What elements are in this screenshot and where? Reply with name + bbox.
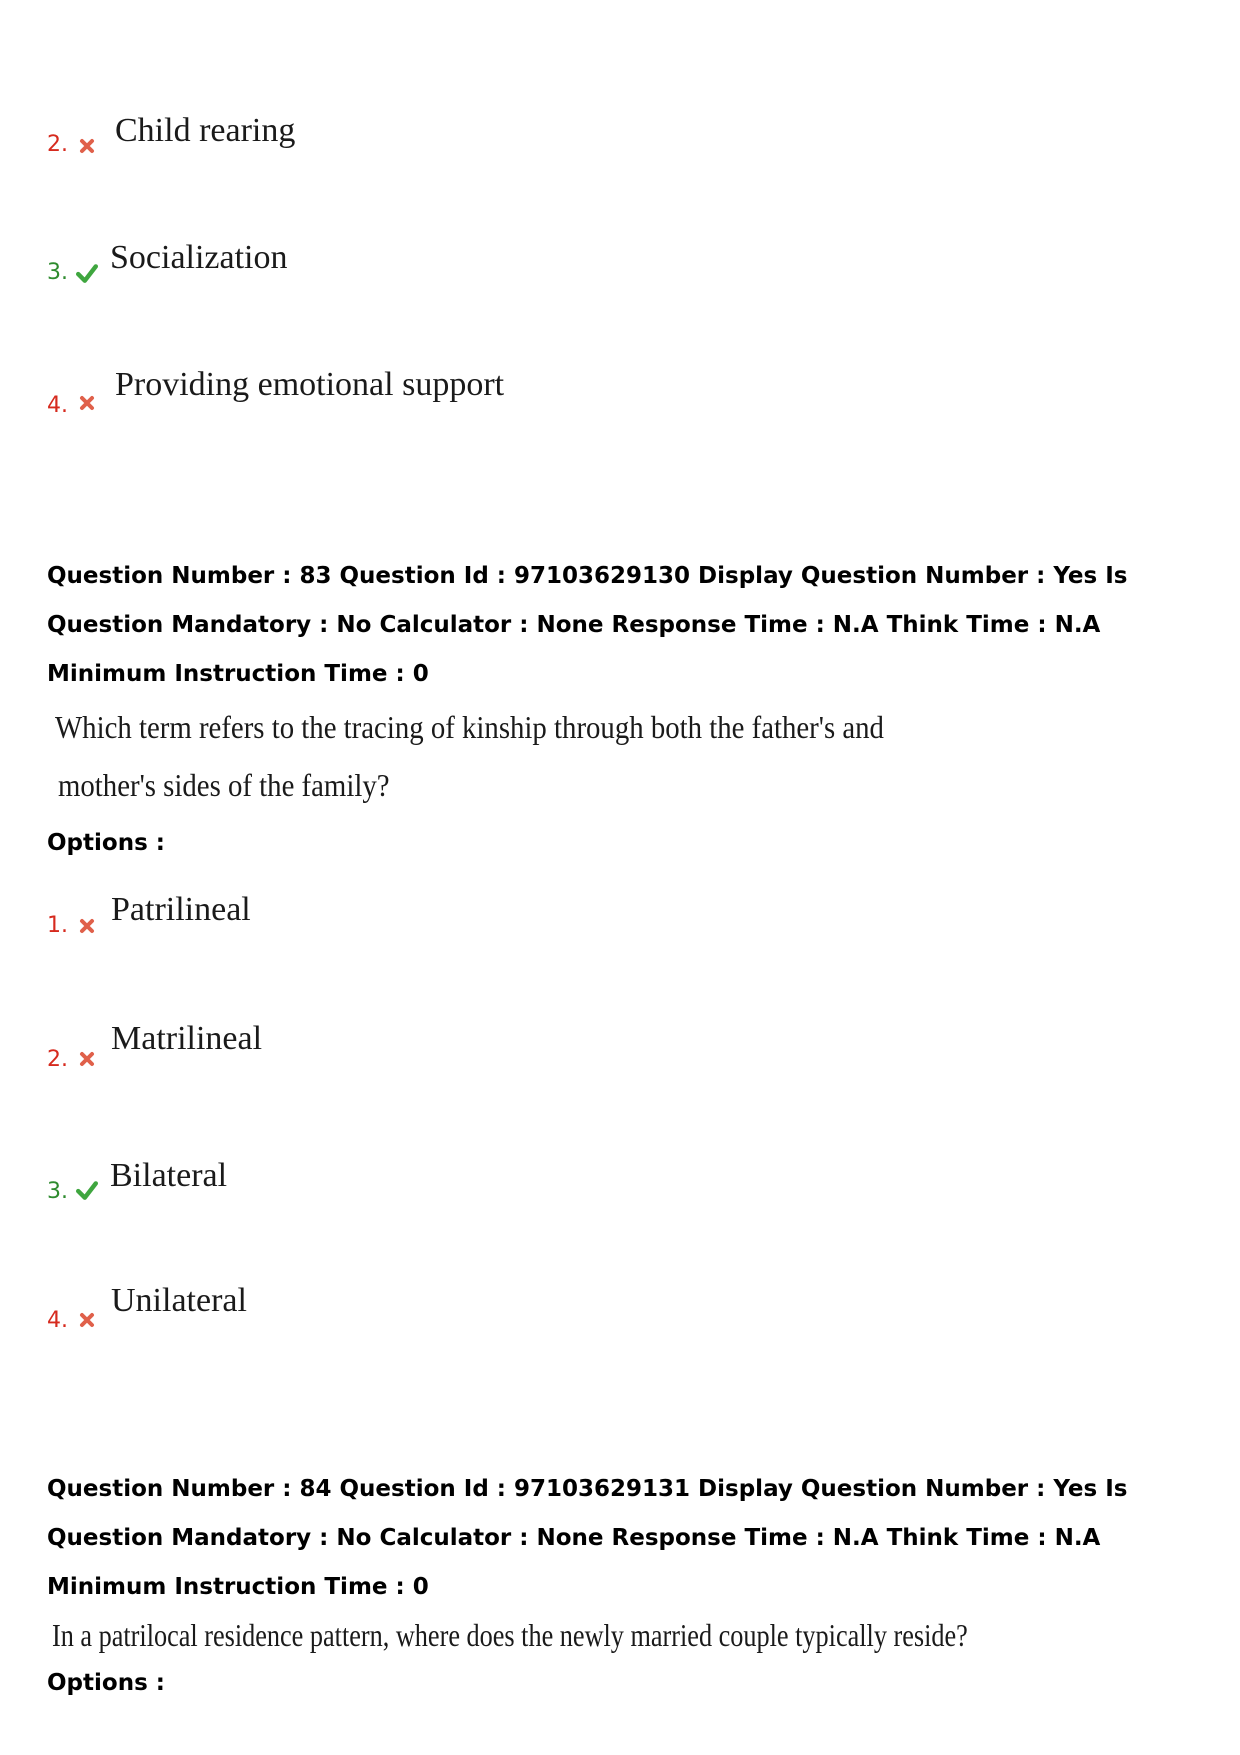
- option-text: Child rearing: [115, 112, 296, 149]
- option-number: 4.: [47, 393, 68, 418]
- option-text: Socialization: [110, 239, 288, 276]
- option-number: 1.: [47, 913, 68, 938]
- option-number: 4.: [47, 1308, 68, 1333]
- option-text: Bilateral: [110, 1157, 228, 1194]
- option-text: Patrilineal: [111, 891, 251, 928]
- options-label: Options :: [47, 1670, 165, 1696]
- option-text: Matrilineal: [111, 1020, 263, 1057]
- cross-icon: [77, 1310, 97, 1330]
- option-number: 2.: [47, 132, 68, 157]
- cross-icon: [77, 393, 97, 413]
- question-text: mother's sides of the family?: [58, 767, 390, 803]
- question-text: Which term refers to the tracing of kinship through both the father's and: [55, 709, 884, 745]
- question-text: In a patrilocal residence pattern, where does the newly married couple typically reside?: [52, 1617, 968, 1653]
- option-number: 3.: [47, 1179, 68, 1204]
- option-text: Providing emotional support: [115, 366, 505, 403]
- cross-icon: [77, 916, 97, 936]
- options-label: Options :: [47, 830, 165, 856]
- check-icon: [75, 1179, 99, 1201]
- cross-icon: [77, 1049, 97, 1069]
- check-icon: [75, 262, 99, 284]
- option-text: Unilateral: [111, 1282, 247, 1319]
- question-header: Question Number : 84 Question Id : 97103629131 Display Question Number : Yes Is Question Mandatory : No Calculator : None Response Time : N.A Think Time : N.A Minimum Instruction Time : 0: [47, 1476, 1128, 1600]
- option-number: 2.: [47, 1047, 68, 1072]
- option-number: 3.: [47, 260, 68, 285]
- question-header: Question Number : 83 Question Id : 97103629130 Display Question Number : Yes Is Question Mandatory : No Calculator : None Response Time : N.A Think Time : N.A Minimum Instruction Time : 0: [47, 563, 1128, 687]
- cross-icon: [77, 136, 97, 156]
